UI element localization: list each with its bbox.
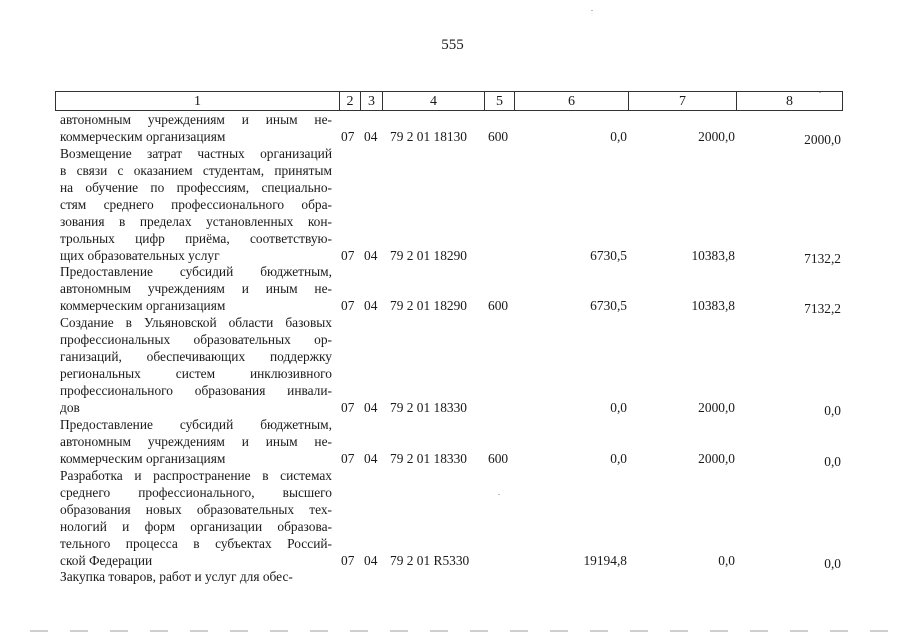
description-line: коммерческим организациям <box>60 451 226 466</box>
description-line: автономным учреждениям и иным не- <box>60 281 332 296</box>
cell-amount-col6: 19194,8 <box>583 553 627 568</box>
cell-amount-col6: 6730,5 <box>590 298 627 313</box>
cell-amount-col7: 0,0 <box>718 553 735 568</box>
cell-target-article: 79 2 01 18290 <box>390 298 467 313</box>
cell-amount-col8: 7132,2 <box>804 251 841 266</box>
cell-section: 07 <box>341 400 355 415</box>
description-line: профессиональных образовательных ор- <box>60 332 332 347</box>
cell-section: 07 <box>341 553 355 568</box>
cell-subsection: 04 <box>364 451 378 466</box>
cell-amount-col7: 10383,8 <box>691 298 735 313</box>
cell-section: 07 <box>341 129 355 144</box>
cell-amount-col7: 2000,0 <box>698 129 735 144</box>
row-description <box>60 314 332 416</box>
description-line: коммерческим организациям <box>60 298 226 313</box>
description-line: Закупка товаров, работ и услуг для обес- <box>60 569 293 584</box>
cell-target-article: 79 2 01 18290 <box>390 248 467 263</box>
header-cell-5: 5 <box>484 91 514 111</box>
cell-subsection: 04 <box>364 129 378 144</box>
cell-target-article: 79 2 01 18130 <box>390 129 467 144</box>
cell-subsection: 04 <box>364 248 378 263</box>
cell-amount-col8: 0,0 <box>824 556 841 571</box>
header-cell-1: 1 <box>55 91 339 111</box>
description-line: среднего профессионального, высшего <box>60 485 332 500</box>
cell-expense-kind: 600 <box>488 451 509 466</box>
cell-subsection: 04 <box>364 553 378 568</box>
cell-section: 07 <box>341 248 355 263</box>
description-line: Предоставление субсидий бюджетным, <box>60 264 332 279</box>
description-line: стям среднего профессионального обра- <box>60 197 332 212</box>
cell-amount-col6: 0,0 <box>610 451 627 466</box>
row-description <box>60 467 332 569</box>
cell-subsection: 04 <box>364 298 378 313</box>
cell-amount-col8: 0,0 <box>824 403 841 418</box>
cell-amount-col8: 2000,0 <box>804 132 841 147</box>
description-line: ганизаций, обеспечивающих поддержку <box>60 349 332 364</box>
row-description <box>60 416 332 467</box>
cell-amount-col8: 7132,2 <box>804 301 841 316</box>
description-line: трольных цифр приёма, соответствую- <box>60 231 332 246</box>
description-line: Создание в Ульяновской области базовых <box>60 315 332 330</box>
row-description <box>60 568 332 585</box>
description-line: автономным учреждениям и иным не- <box>60 434 332 449</box>
cell-expense-kind: 600 <box>488 129 509 144</box>
description-line: образования новых образовательных тех- <box>60 502 332 517</box>
cell-subsection: 04 <box>364 400 378 415</box>
scan-speck <box>591 10 593 11</box>
description-line: дов <box>60 400 80 415</box>
row-description <box>60 111 332 145</box>
scan-speck <box>819 92 821 93</box>
cell-section: 07 <box>341 298 355 313</box>
cell-amount-col7: 2000,0 <box>698 400 735 415</box>
description-line: нологий и форм организации образова- <box>60 519 332 534</box>
row-description <box>60 263 332 314</box>
header-cell-6: 6 <box>514 91 628 111</box>
header-cell-3: 3 <box>360 91 382 111</box>
cell-target-article: 79 2 01 18330 <box>390 451 467 466</box>
page-number: 555 <box>441 37 464 53</box>
header-cell-4: 4 <box>382 91 484 111</box>
description-line: зования в пределах установленных кон- <box>60 214 332 229</box>
cell-amount-col7: 2000,0 <box>698 451 735 466</box>
description-line: на обучение по профессиям, специально- <box>60 180 332 195</box>
cell-amount-col8: 0,0 <box>824 454 841 469</box>
description-line: ской Федерации <box>60 553 153 568</box>
description-line: в связи с оказанием студентам, принятым <box>60 163 332 178</box>
cell-expense-kind: 600 <box>488 298 509 313</box>
description-line: профессионального образования инвали- <box>60 383 332 398</box>
table-header-row <box>0 91 905 113</box>
cell-amount-col7: 10383,8 <box>691 248 735 263</box>
cell-amount-col6: 0,0 <box>610 129 627 144</box>
description-line: Возмещение затрат частных организаций <box>60 146 332 161</box>
cell-section: 07 <box>341 451 355 466</box>
description-line: Разработка и распространение в системах <box>60 468 332 483</box>
cell-amount-col6: 6730,5 <box>590 248 627 263</box>
row-description <box>60 145 332 264</box>
cell-target-article: 79 2 01 18330 <box>390 400 467 415</box>
header-cell-2: 2 <box>339 91 360 111</box>
cell-amount-col6: 0,0 <box>610 400 627 415</box>
description-line: Предоставление субсидий бюджетным, <box>60 417 332 432</box>
header-cell-7: 7 <box>628 91 736 111</box>
description-line: автономным учреждениям и иным не- <box>60 112 332 127</box>
cell-target-article: 79 2 01 R5330 <box>390 553 470 568</box>
description-line: щих образовательных услуг <box>60 248 220 263</box>
scan-edge-artifact <box>30 630 890 632</box>
description-line: тельного процесса в субъектах Россий- <box>60 536 332 551</box>
header-cell-8: 8 <box>736 91 843 111</box>
scan-speck <box>498 494 500 495</box>
description-line: региональных систем инклюзивного <box>60 366 332 381</box>
description-line: коммерческим организациям <box>60 129 226 144</box>
